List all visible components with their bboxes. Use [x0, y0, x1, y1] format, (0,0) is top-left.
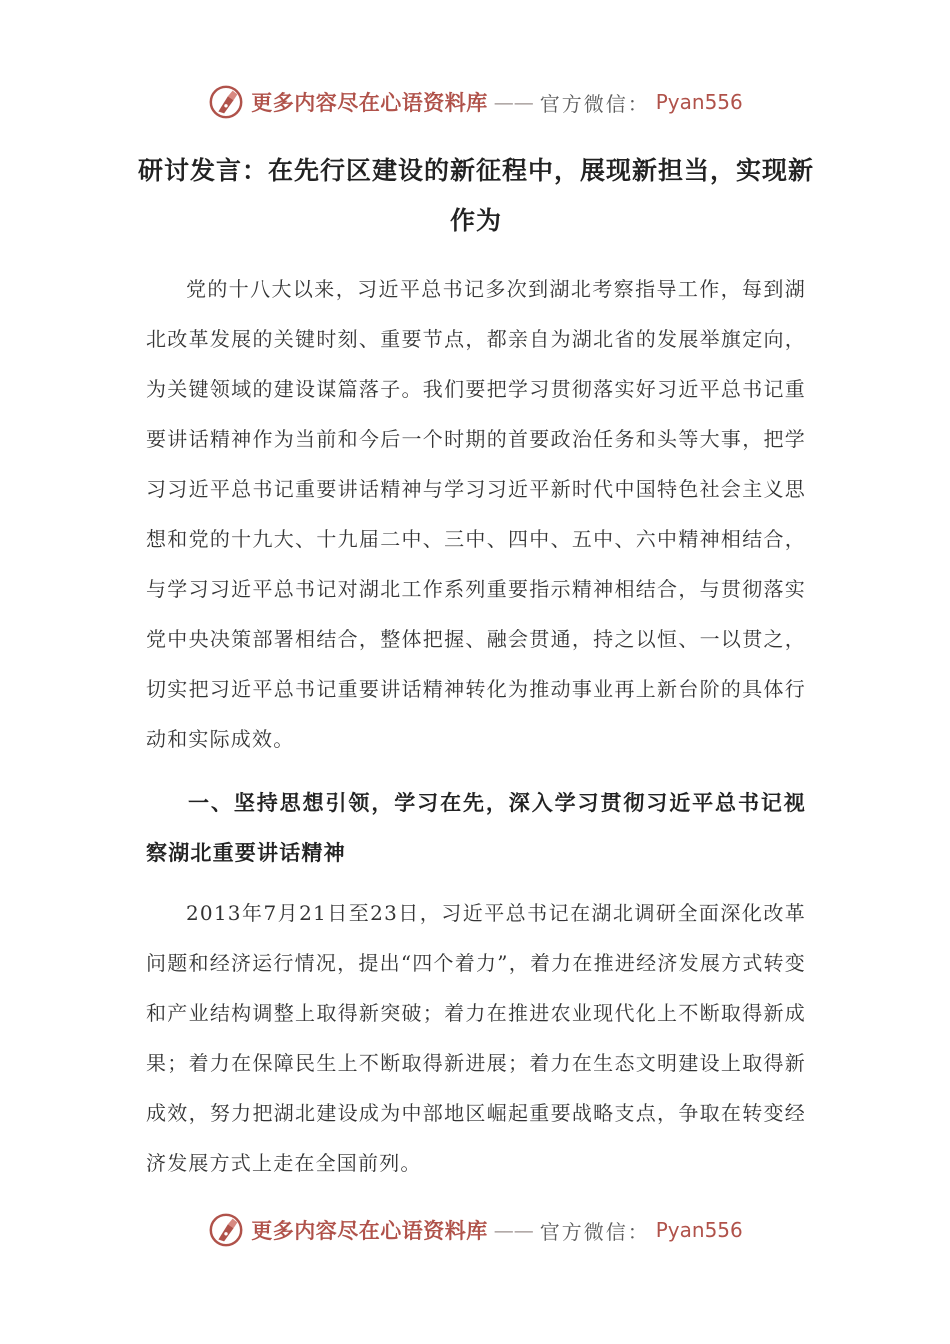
banner-wechat-id: Pyan556 [655, 1218, 743, 1242]
paragraph: 2013年7月21日至23日，习近平总书记在湖北调研全面深化改革问题和经济运行情况，提出“四个着力”，着力在推进经济发展方式转变和产业结构调整上取得新突破；着力在推进农业现代化上不断取得新成果；着力在保障民生上不断取得新进展；着力在生态文明建设上取得新成效，努力把湖北建设成为中部地区崛起重要战略支点，争取在转变经济发展方式上走在全国前列。 [146, 901, 806, 1175]
pen-nib-logo-icon [207, 83, 245, 121]
document-body [137, 146, 814, 1202]
document-title: 研讨发言：在先行区建设的新征程中，展现新担当，实现新作为 [137, 156, 814, 235]
banner-official-label: 官方微信： [539, 91, 650, 116]
banner-brand-text: 更多内容尽在心语资料库 [251, 1218, 488, 1243]
paragraph: 党的十八大以来，习近平总书记多次到湖北考察指导工作，每到湖北改革发展的关键时刻、重要节点，都亲自为湖北省的发展举旗定向，为关键领域的建设谋篇落子。我们要把学习贯彻落实好习近平总书记重要讲话精神作为当前和今后一个时期的首要政治任务和头等大事，把学习习近平总书记重要讲话精神与学习习近平新时代中国特色社会主义思想和党的十九大、十九届二中、三中、四中、五中、六中精神相结合，与学习习近平总书记对湖北工作系列重要指示精神相结合，与贯彻落实党中央决策部署相结合，整体把握、融会贯通，持之以恒、一以贯之，切实把习近平总书记重要讲话精神转化为推动事业再上新台阶的具体行动和实际成效。 [146, 277, 806, 751]
section-heading: 一、坚持思想引领，学习在先，深入学习贯彻习近平总书记视察湖北重要讲话精神 [146, 791, 806, 865]
banner-brand-text: 更多内容尽在心语资料库 [251, 90, 488, 115]
footer-banner [0, 1208, 950, 1252]
header-banner [0, 80, 950, 124]
banner-dash: —— [493, 1218, 534, 1242]
pen-nib-logo-icon [207, 1211, 245, 1249]
banner-wechat-id: Pyan556 [655, 90, 743, 114]
banner-official-label: 官方微信： [539, 1219, 650, 1244]
banner-dash: —— [493, 90, 534, 114]
